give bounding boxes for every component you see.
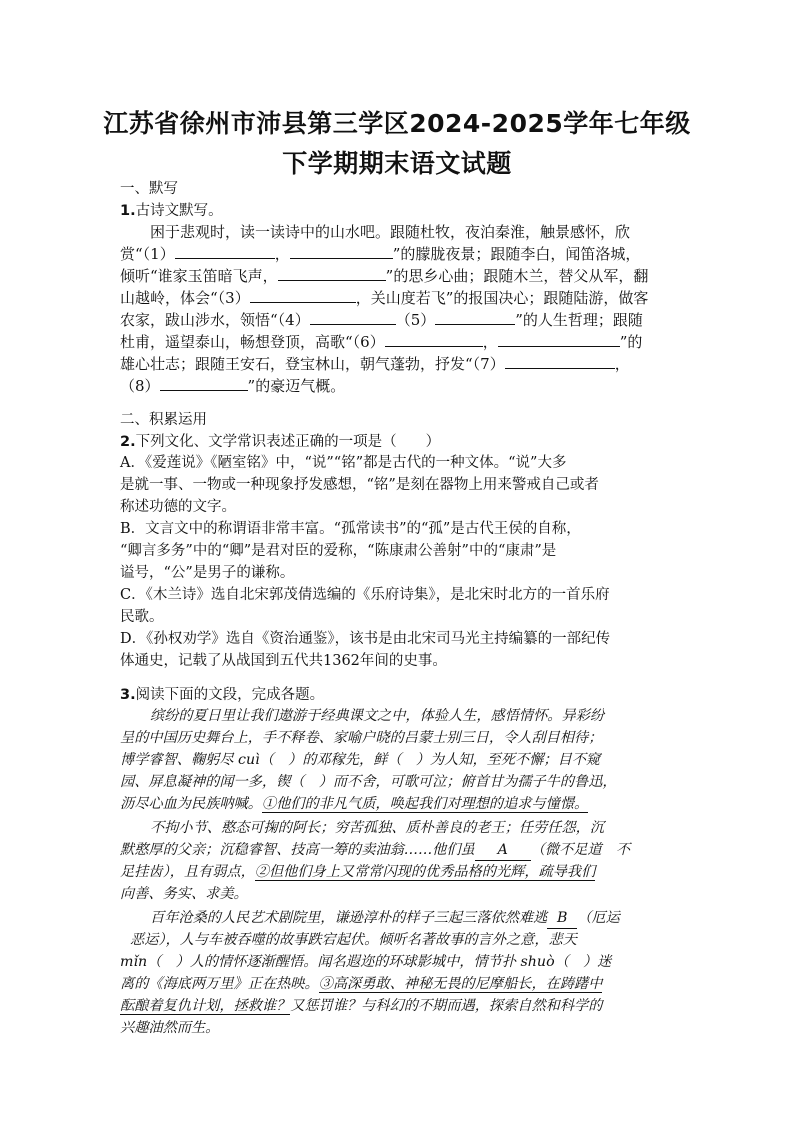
passage-line: 园、屏息凝神的闻一多，锲（ ）而不舍，可歌可泣；俯首甘为孺子牛的鲁迅， <box>120 774 617 790</box>
passage-text: （厄运 <box>577 910 620 926</box>
answer-blank[interactable] <box>160 376 248 391</box>
option-c-line: C．《木兰诗》选自北宋郭茂倩选编的《乐府诗集》，是北宋时北方的一首乐府 <box>120 587 610 603</box>
option-a-line: 是就一事、一物或一种现象抒发感想，“铭”是刻在器物上用来警戒自己或者 <box>120 477 599 493</box>
underlined-sentence-2: ②但他们身上又常常闪现的优秀品格的光辉，疏导我们 <box>254 864 596 880</box>
option-c-line: 民歌。 <box>120 609 164 625</box>
passage-line <box>120 996 602 1016</box>
passage-line <box>120 862 595 882</box>
passage-line: 缤纷的夏日里让我们遨游于经典课文之中，体验人生，感悟情怀。异彩纷 <box>150 708 605 724</box>
answer-blank[interactable] <box>505 354 615 369</box>
q1-line <box>120 354 630 374</box>
q1-text: 赏“（1） <box>120 245 175 263</box>
blank-b[interactable]: B <box>547 908 577 929</box>
section-heading-1: 一、默写 <box>120 181 178 197</box>
question-1-stem <box>120 201 223 221</box>
passage-line <box>120 840 630 861</box>
answer-blank[interactable] <box>310 310 396 325</box>
question-text: 古诗文默写。 <box>135 203 223 219</box>
q1-line <box>120 266 648 286</box>
q1-text: ，关山度若飞”的报国决心；跟随陆游，做客 <box>355 289 649 307</box>
option-a-line: 称述功德的文字。 <box>120 499 236 515</box>
question-number: 1. <box>120 203 136 219</box>
passage-text: （微不足道 不 <box>530 842 631 858</box>
q1-text: 杜甫，遥望泰山，畅想登顶，高歌“（6） <box>120 333 385 351</box>
q1-text: ”的豪迈气概。 <box>247 377 346 395</box>
q1-text: ”的人生哲理；跟随 <box>515 311 643 329</box>
answer-blank[interactable] <box>250 288 356 303</box>
passage-text: 离的《海底两万里》正在热映。 <box>120 976 319 992</box>
q1-line <box>120 332 642 352</box>
underlined-sentence-1: ①他们的非凡气质，唤起我们对理想的追求与憧憬。 <box>261 796 589 812</box>
page-title-line1: 江苏省徐州市沛县第三学区2024-2025学年七年级 <box>103 109 691 138</box>
section-heading-2: 二、积累运用 <box>120 412 207 428</box>
passage-text: 百年沧桑的人民艺术剧院里，谦逊淳朴的样子三起三落依然难逃 <box>150 910 548 926</box>
q1-line <box>120 288 648 308</box>
question-2-stem <box>120 432 440 452</box>
q1-text: 雄心壮志；跟随王安石，登宝林山，朝气蓬勃，抒发“（7） <box>120 355 505 373</box>
passage-line <box>150 908 620 929</box>
q1-line <box>120 244 640 264</box>
q1-text: 农家，跋山涉水，领悟“（4） <box>120 311 310 329</box>
passage-text: 又惩罚谁？与科幻的不期而遇，探索自然和科学的 <box>290 998 603 1014</box>
option-d-line: 体通史，记载了从战国到五代共1362年间的史事。 <box>120 653 447 669</box>
option-b-line: B．文言文中的称谓语非常丰富。“孤常读书”的“孤”是古代王侯的自称， <box>120 521 581 537</box>
passage-line: 兴趣油然而生。 <box>120 1020 220 1036</box>
passage-line: 向善、务实、求美。 <box>120 886 248 902</box>
option-d-line: D．《孙权劝学》选自《资治通鉴》，该书是由北宋司马光主持编纂的一部纪传 <box>120 631 611 647</box>
q1-text: （8） <box>120 377 160 395</box>
answer-blank[interactable] <box>290 244 393 259</box>
passage-line: 呈的中国历史舞台上，手不释卷、家喻户晓的吕蒙士别三日，令人刮目相待； <box>120 730 603 746</box>
q1-line <box>120 376 345 396</box>
question-3-stem <box>120 685 324 705</box>
passage-line: 博学睿智、鞠躬尽 cuì（ ）的邓稼先，鲜（ ）为人知，至死不懈；目不窥 <box>120 752 601 768</box>
q1-text: 山越岭，体会“（3） <box>120 289 250 307</box>
q1-text: ”的思乡心曲；跟随木兰，替父从军，翻 <box>385 267 649 285</box>
passage-text: 沥尽心血为民族呐喊。 <box>120 796 262 812</box>
blank-a[interactable]: A <box>475 840 531 861</box>
option-b-line: 谥号，“公”是男子的谦称。 <box>120 565 295 581</box>
q1-text: （5） <box>395 311 436 329</box>
passage-line: mǐn（ ）人的情怀逐渐醒悟。闻名遐迩的环球影城中，情节扑 shuò（ ）迷 <box>120 954 612 970</box>
q1-text: ， <box>482 333 498 351</box>
q1-line <box>120 310 643 330</box>
option-a-line: A．《爱莲说》《陋室铭》中，“说”“铭”都是古代的一种文体。“说”大多 <box>120 455 567 471</box>
q1-text: ”的朦胧夜景；跟随李白，闻笛洛城， <box>392 245 641 263</box>
passage-line <box>120 794 588 814</box>
answer-blank[interactable] <box>175 244 275 259</box>
question-number: 2. <box>120 434 136 450</box>
passage-line <box>120 974 602 994</box>
q1-text: 倾听“谁家玉笛暗飞声， <box>120 267 278 285</box>
answer-blank[interactable] <box>498 332 620 347</box>
answer-blank[interactable] <box>278 266 386 281</box>
underlined-sentence-3: ③高深勇敢、神秘无畏的尼摩船长，在踌躇中 <box>318 976 603 992</box>
passage-text: 默憨厚的父亲；沉稳睿智、技高一筹的卖油翁……他们虽 <box>120 842 475 858</box>
underlined-sentence-3-cont: 酝酿着复仇计划，拯救谁？ <box>120 998 291 1014</box>
question-text: 阅读下面的文段，完成各题。 <box>135 687 325 703</box>
option-b-line: “卿言多务”中的“卿”是君对臣的爱称，“陈康肃公善射”中的“康肃”是 <box>120 543 557 559</box>
q1-text: ”的 <box>619 333 643 351</box>
question-number: 3. <box>120 687 136 703</box>
answer-blank[interactable] <box>435 310 515 325</box>
answer-blank[interactable] <box>385 332 483 347</box>
passage-line: 恶运），人与车被吞噬的故事跌宕起伏。倾听名著故事的言外之意，悲天 <box>130 932 577 948</box>
question-text: 下列文化、文学常识表述正确的一项是（ ） <box>135 434 441 450</box>
page-title-line2: 下学期期末语文试题 <box>282 149 512 178</box>
passage-text: 足挂齿），且有弱点， <box>120 864 255 880</box>
passage-line: 不拘小节、憨态可掬的阿长；穷苦孤独、质朴善良的老王；任劳任怨，沉 <box>150 820 605 836</box>
q1-line: 困于悲观时，读一读诗中的山水吧。跟随杜牧，夜泊秦淮，触景感怀，欣 <box>150 223 631 241</box>
q1-text: ， <box>274 245 290 263</box>
q1-text: ， <box>614 355 630 373</box>
